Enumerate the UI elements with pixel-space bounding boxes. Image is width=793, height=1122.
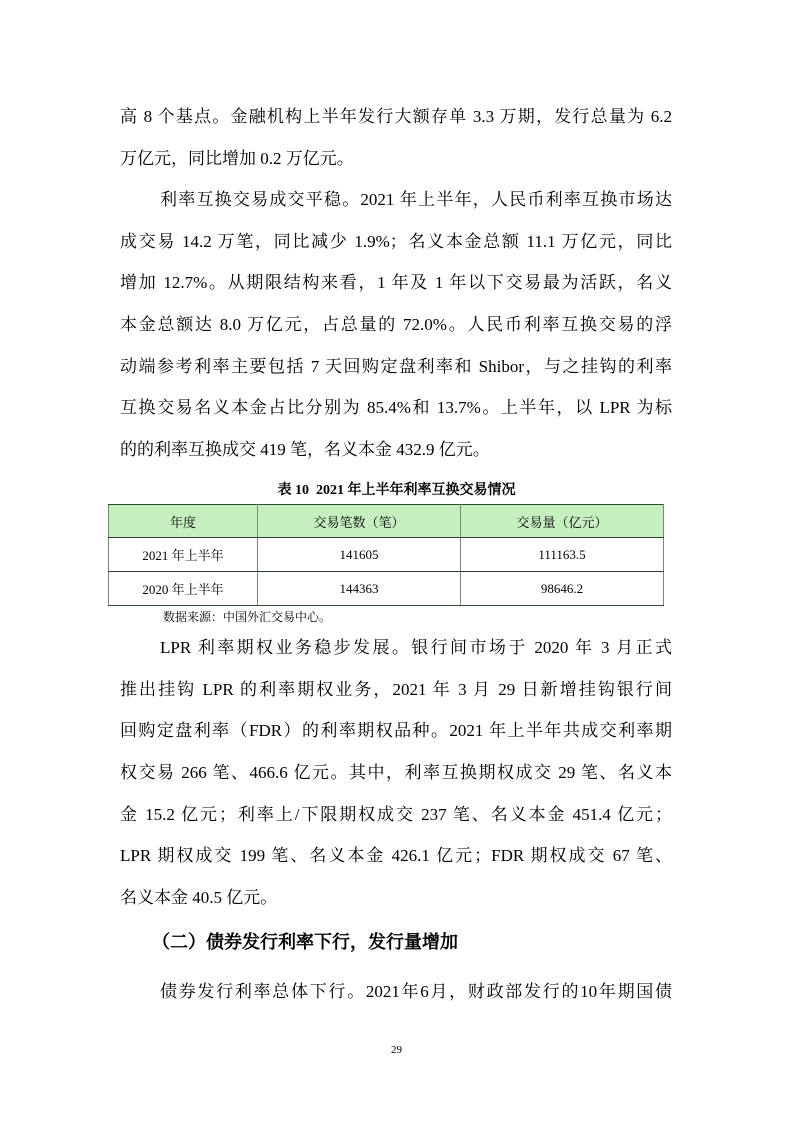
table-header-cell: 年度 [109,505,258,538]
body-line: 成交易 14.2 万笔，同比减少 1.9%；名义本金总额 11.1 万亿元，同比 [120,231,672,251]
table-row [109,572,664,606]
body-line: 金 15.2 亿元；利率上/下限期权成交 237 笔、名义本金 451.4 亿元； [120,804,672,824]
section-heading: （二）债券发行利率下行，发行量增加 [152,932,458,952]
table-header-row [109,505,664,538]
body-line: 权交易 266 笔、466.6 亿元。其中，利率互换期权成交 29 笔、名义本 [120,763,672,782]
body-line: 的的利率互换成交 419 笔，名义本金 432.9 亿元。 [120,440,490,459]
body-line: LPR 期权成交 199 笔、名义本金 426.1 亿元；FDR 期权成交 67 笔、 [120,846,672,866]
body-line: 动端参考利率主要包括 7 天回购定盘利率和 Shibor，与之挂钩的利率 [120,356,672,376]
table-cell: 141605 [258,538,461,572]
table-cell: 144363 [258,572,461,606]
table-cell: 98646.2 [461,572,664,606]
table-cell: 111163.5 [461,538,664,572]
body-line: 互换交易名义本金占比分别为 85.4%和 13.7%。上半年，以 LPR 为标 [120,398,672,418]
table-cell: 2021 年上半年 [109,538,258,572]
body-line: 债券发行利率总体下行。2021年6月，财政部发行的10年期国债 [160,982,672,1001]
body-line: 推出挂钩 LPR 的利率期权业务，2021 年 3 月 29 日新增挂钩银行间 [120,679,672,699]
body-line: 本金总额达 8.0 万亿元，占总量的 72.0%。人民币利率互换交易的浮 [120,315,672,334]
table-caption: 表 10 2021 年上半年利率互换交易情况 [277,483,516,498]
body-line: 增加 12.7%。从期限结构来看，1 年及 1 年以下交易最为活跃，名义 [120,273,672,293]
source-note: 数据来源：中国外汇交易中心。 [163,610,332,624]
table-row [109,538,664,572]
body-line: LPR 利率期权业务稳步发展。银行间市场于 2020 年 3 月正式 [160,638,672,657]
body-line: 高 8 个基点。金融机构上半年发行大额存单 3.3 万期，发行总量为 6.2 [120,107,672,126]
table-header-cell: 交易笔数（笔） [258,505,461,538]
data-table [108,504,664,606]
body-line: 万亿元，同比增加 0.2 万亿元。 [120,148,354,168]
body-line: 回购定盘利率（FDR）的利率期权品种。2021 年上半年共成交利率期 [120,721,672,741]
body-line: 名义本金 40.5 亿元。 [120,888,278,907]
table-cell: 2020 年上半年 [109,572,258,606]
page-number: 29 [391,1044,402,1056]
table-header-cell: 交易量（亿元） [461,505,664,538]
body-line: 利率互换交易成交平稳。2021 年上半年，人民币利率互换市场达 [160,190,672,209]
